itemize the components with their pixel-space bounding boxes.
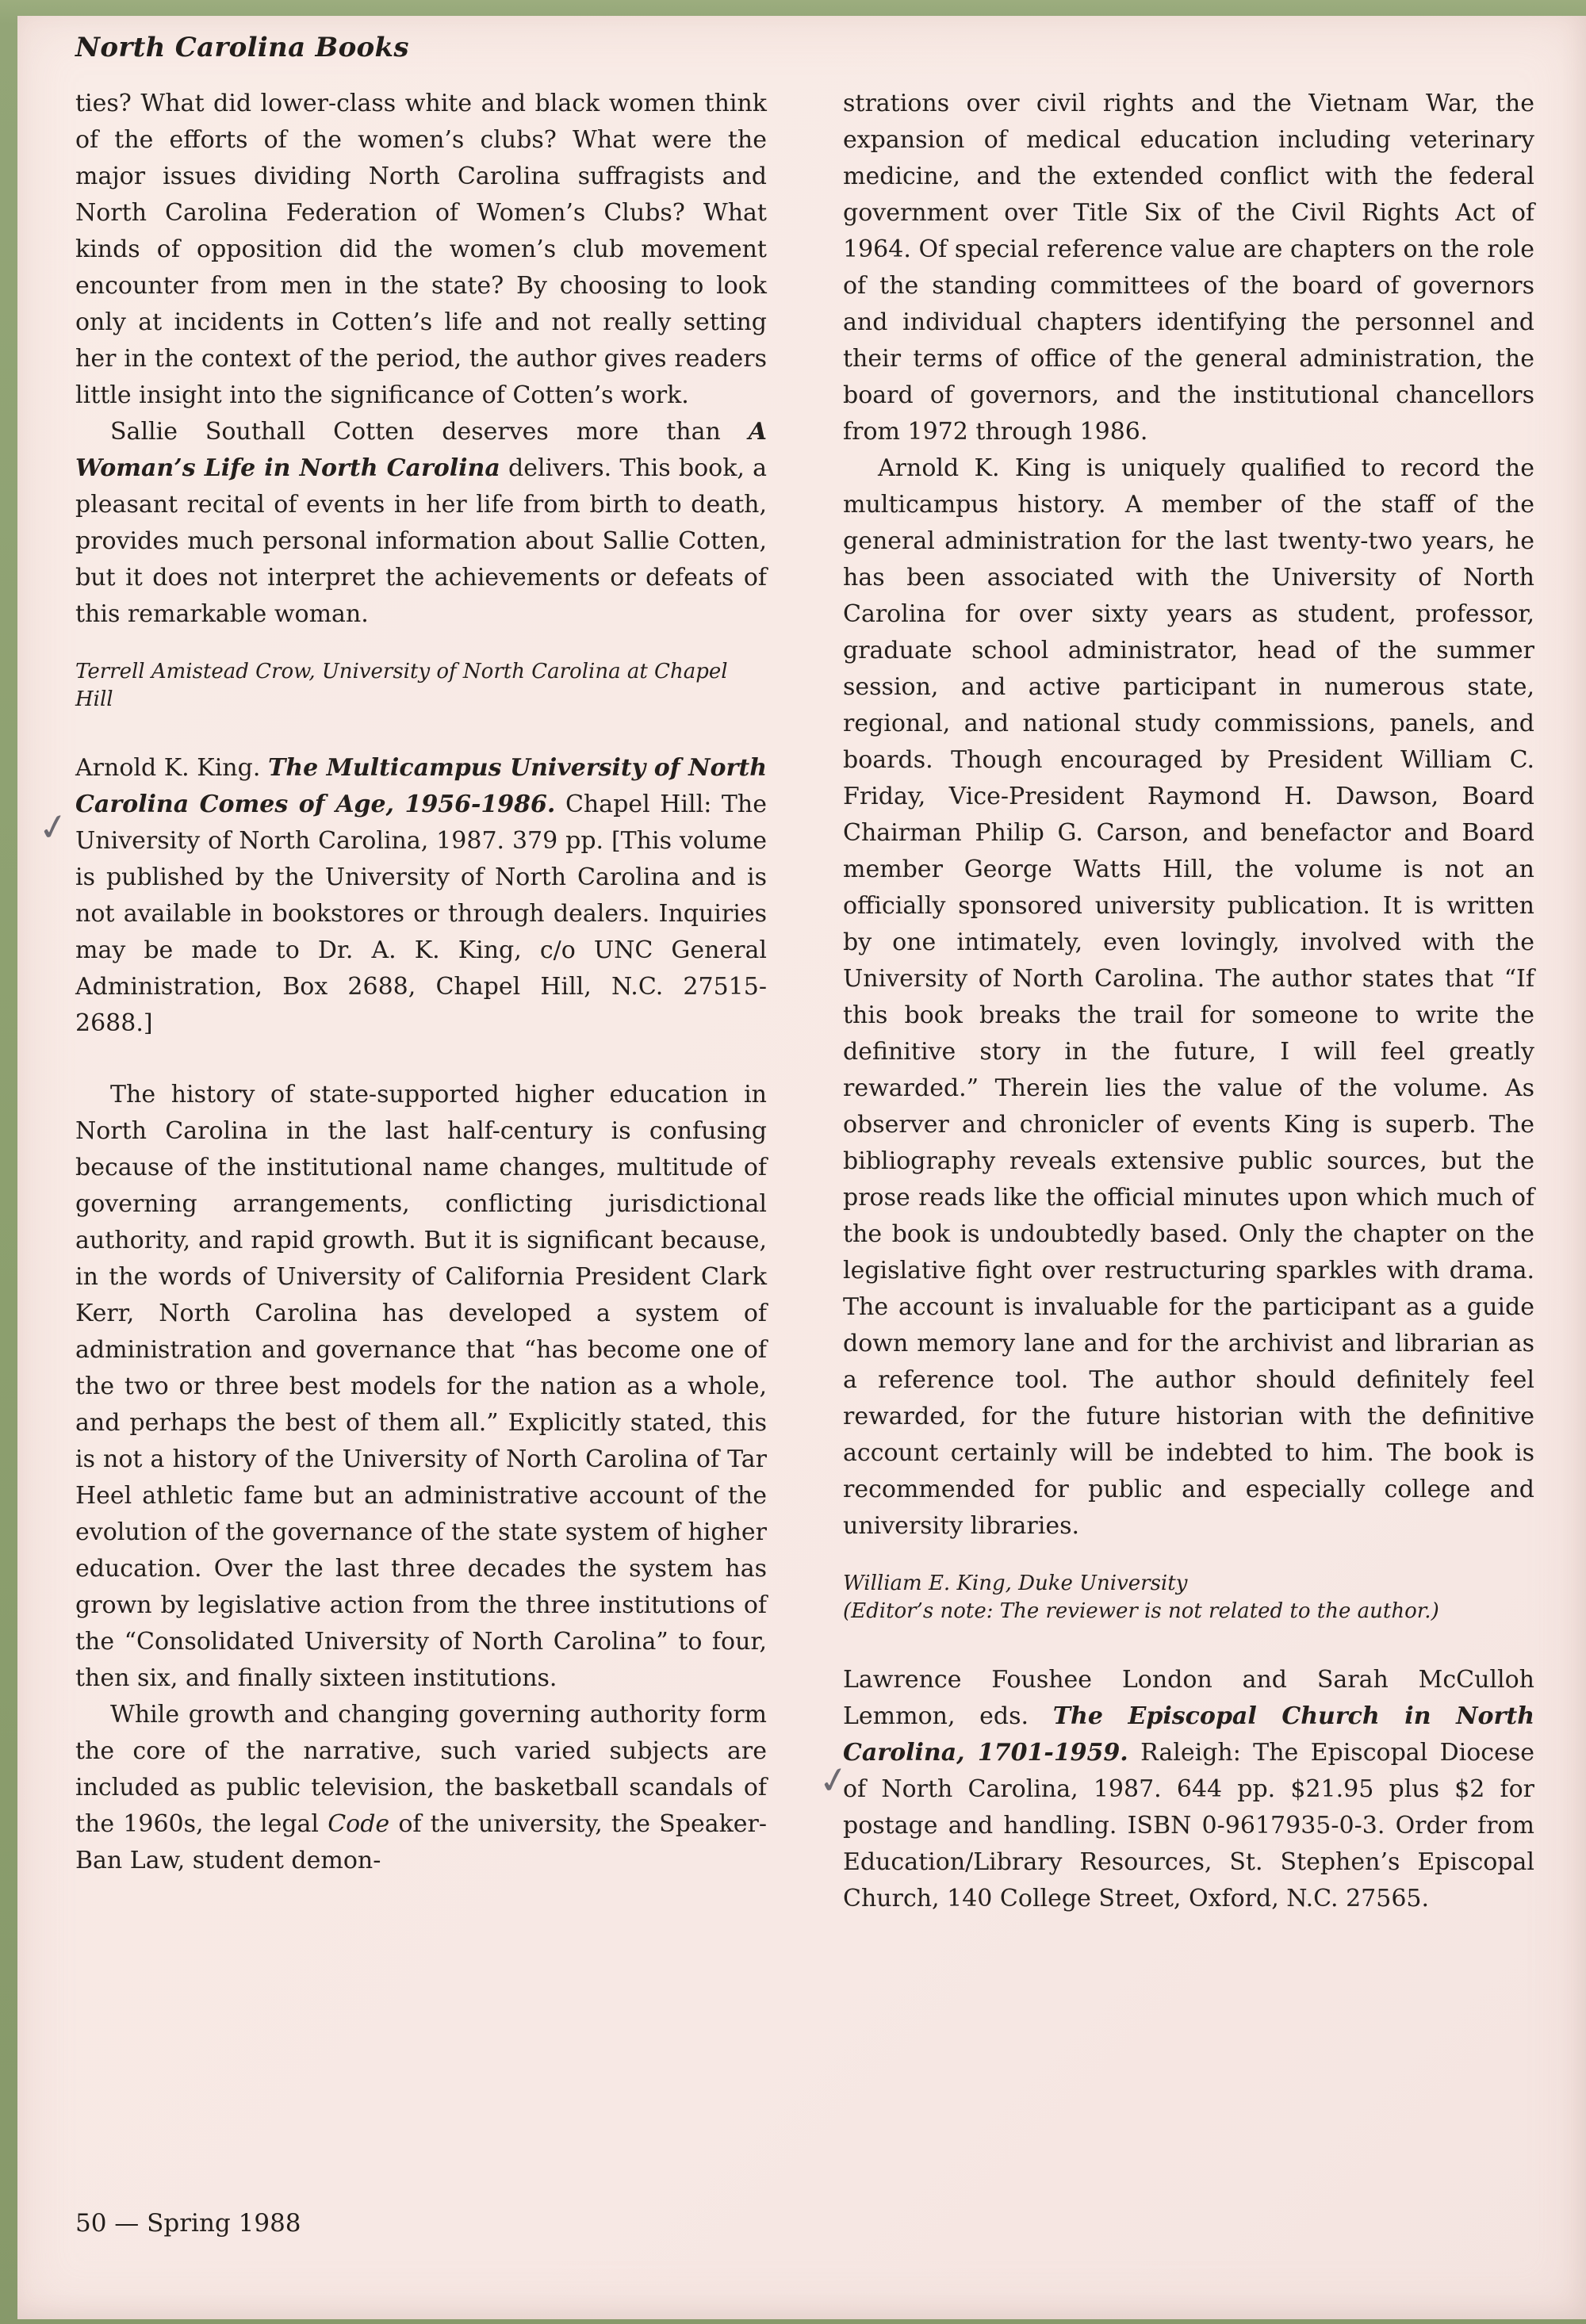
text-run: Arnold K. King. (75, 754, 268, 782)
two-column-text (75, 86, 1534, 1952)
text-run: While growth and changing governing authority form the core of the narrative, such varied subjects are included as public television, the basketball scandals of the 1960s, the legal (75, 1701, 767, 1838)
journal-page (17, 16, 1586, 2319)
text-run: (Editor’s note: The reviewer is not related to the author.) (843, 1599, 1439, 1623)
review-continuation-paragraph (75, 86, 767, 414)
page-number-footer: 50 — Spring 1988 (75, 2209, 301, 2238)
text-run: Terrell Amistead Crow, University of North Carolina at Chapel Hill (75, 660, 728, 711)
review-paragraph (75, 1697, 767, 1879)
text-run: strations over civil rights and the Vietnam War, the expansion of medical education including veterinary medicine, and the extended conflict with the federal government over Title Six of the Civil Rights Act of 1964. Of special reference value are chapters on the role of the standing committees of the board of governors and individual chapters identifying the personnel and their terms of office of the general administration, the board of governors, and the institutional chancellors from 1972 through 1986. (843, 90, 1534, 446)
reviewer-byline (843, 1570, 1534, 1598)
text-run: Sallie Southall Cotten deserves more than (110, 418, 749, 446)
book-citation (843, 1662, 1534, 1917)
reviewer-byline (75, 658, 767, 714)
review-paragraph (75, 414, 767, 633)
handwritten-checkmark: ✓ (814, 1756, 852, 1804)
review-paragraph (75, 1077, 767, 1697)
text-run: Lawrence Foushee London and Sarah McCulloh Lemmon, eds. (843, 1666, 1534, 1730)
emphasized-text: Code (328, 1810, 390, 1838)
emphasized-text: The Multicampus University of North Carolina Comes of Age, 1956-1986. (75, 754, 768, 818)
handwritten-checkmark: ✓ (34, 803, 72, 851)
text-run: The history of state-supported higher education in North Carolina in the last half-century is confusing because of the institutional name changes, multitude of governing arrangements, conflicting jurisdictional authority, and rapid growth. But it is significant because, in the words of University of California President Clark Kerr, North Carolina has developed a system of administration and governance that “has become one of the two or three best models for the nation as a whole, and perhaps the best of them all.” Explicitly stated, this is not a history of the University of North Carolina of Tar Heel athletic fame but an administrative account of the evolution of the governance of the state system of higher education. Over the last three decades the system has grown by legislative action from the three institutions of the “Consolidated University of North Carolina” to four, then six, and finally sixteen institutions. (75, 1081, 767, 1692)
text-run: delivers. This book, a pleasant recital of events in her life from birth to death, provides much personal information about Sallie Cotten, but it does not interpret the achievements or defeats of this remarkable woman. (75, 454, 767, 628)
text-run: Arnold K. King is uniquely qualified to record the multicampus history. A member of the staff of the general administration for the last twenty-two years, he has been associated with the University of North Carolina for over sixty years as student, professor, graduate school administrator, head of the summer session, and active participant in numerous state, regional, and national study commissions, panels, and boards. Though encouraged by President William C. Friday, Vice-President Raymond H. Dawson, Board Chairman Philip G. Carson, and benefactor and Board member George Watts Hill, the volume is not an officially sponsored university publication. It is written by one intimately, even lovingly, involved with the University of North Carolina. The author states that “If this book breaks the trail for someone to write the definitive story in the future, I will feel greatly rewarded.” Therein lies the value of the volume. As observer and chronicler of events King is superb. The bibliography reveals extensive public sources, but the prose reads like the official minutes upon which much of the book is undoubtedly based. Only the chapter on the legislative fight over restructuring sparkles with drama. The account is invaluable for the participant as a guide down memory lane and for the archivist and librarian as a reference tool. The author should definitely feel rewarded, for the future historian with the definitive account certainly will be indebted to him. The book is recommended for public and especially college and university libraries. (843, 454, 1534, 1540)
text-run: Raleigh: The Episcopal Diocese of North Carolina, 1987. 644 pp. $21.95 plus $2 for postage and handling. ISBN 0-9617935-0-3. Order from Education/Library Resources, St. Stephen’s Episcopal Church, 140 College Street, Oxford, N.C. 27565. (843, 1739, 1535, 1912)
book-citation (75, 750, 767, 1042)
review-paragraph (843, 450, 1534, 1545)
text-run: of the university, the Speaker-Ban Law, student demon- (75, 1810, 767, 1874)
right-column (843, 86, 1534, 1952)
editors-note (843, 1598, 1534, 1625)
text-run: Chapel Hill: The University of North Carolina, 1987. 379 pp. [This volume is published by the University of North Carolina and is not available in bookstores or through dealers. Inquiries may be made to Dr. A. K. King, c/o UNC General Administration, Box 2688, Chapel Hill, N.C. 27515-2688.] (75, 791, 767, 1037)
text-run: ties? What did lower-class white and black women think of the efforts of the women’s clubs? What were the major issues dividing North Carolina suffragists and North Carolina Federation of Women’s Clubs? What kinds of opposition did the women’s club movement encounter from men in the state? By choosing to look only at incidents in Cotten’s life and not really setting her in the context of the period, the author gives readers little insight into the significance of Cotten’s work. (75, 90, 767, 409)
emphasized-text: A Woman’s Life in North Carolina (75, 418, 767, 482)
review-continuation-paragraph (843, 86, 1534, 450)
text-run: William E. King, Duke University (843, 1572, 1188, 1595)
section-header: North Carolina Books (75, 32, 409, 63)
emphasized-text: The Episcopal Church in North Carolina, 1701-1959. (843, 1702, 1535, 1767)
left-column (75, 86, 767, 1879)
